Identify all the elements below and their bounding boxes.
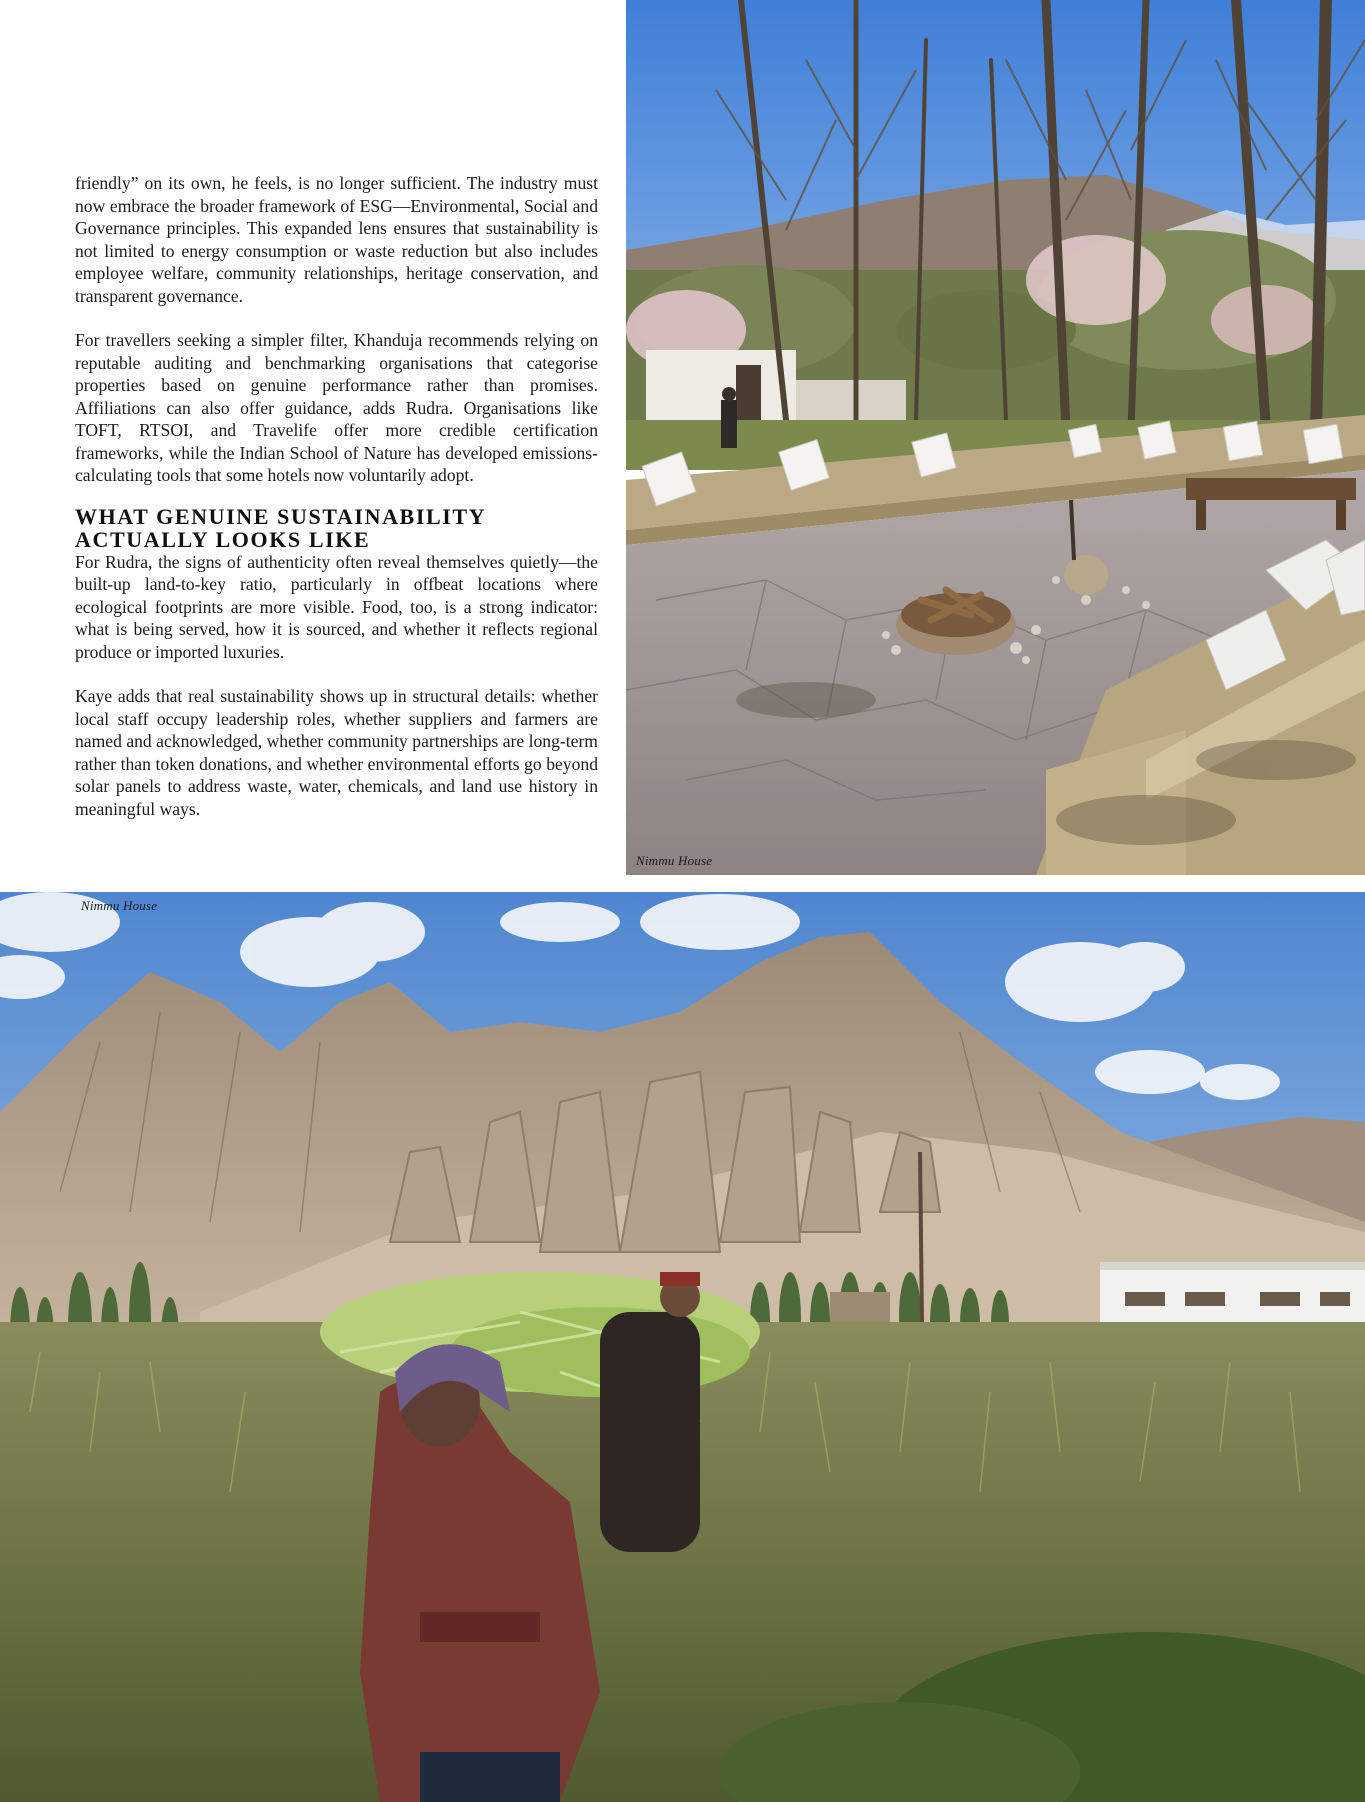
article-text-column <box>75 172 598 842</box>
courtyard-photo <box>626 0 1365 875</box>
article-paragraph: Kaye adds that real sustainability shows up in structural details: whether local staff occupy leadership roles, whether suppliers and farmers are named and acknowledged, whether community partnerships are long-term rather than token donations, and whether environmental efforts go beyond solar panels to address waste, water, chemicals, and land use history in meaningful ways. <box>75 686 598 819</box>
courtyard-illustration <box>626 0 1365 875</box>
landscape-illustration <box>0 892 1365 1802</box>
photo-caption: Nimmu House <box>81 898 158 913</box>
section-heading-line: WHAT GENUINE SUSTAINABILITY <box>75 503 487 529</box>
section-heading-line: ACTUALLY LOOKS LIKE <box>75 526 371 552</box>
article-paragraph: For Rudra, the signs of authenticity often reveal themselves quietly—the built-up land-to-key ratio, particularly in offbeat locations where ecological footprints are more visible. Food, too, is a strong indicator: what is being served, how it is sourced, and whether it reflects regional produce or imported luxuries. <box>75 551 598 662</box>
photo-caption: Nimmu House <box>636 853 713 868</box>
landscape-photo <box>0 892 1365 1802</box>
section-heading <box>75 505 598 551</box>
article-paragraph: For travellers seeking a simpler filter, Khanduja recommends relying on reputable auditing and benchmarking organisations that categorise properties based on genuine performance rather than promises. Affiliations can also offer guidance, adds Rudra. Organisations like TOFT, RTSOI, and Travelife offer more credible certification frameworks, while the Indian School of Nature has developed emissions-calculating tools that some hotels now voluntarily adopt. <box>75 330 598 485</box>
article-paragraph: friendly” on its own, he feels, is no longer sufficient. The industry must now embrace the broader framework of ESG—Environmental, Social and Governance principles. This expanded lens ensures that sustainability is not limited to energy consumption or waste reduction but also includes employee welfare, community relationships, heritage conservation, and transparent governance. <box>75 173 598 306</box>
